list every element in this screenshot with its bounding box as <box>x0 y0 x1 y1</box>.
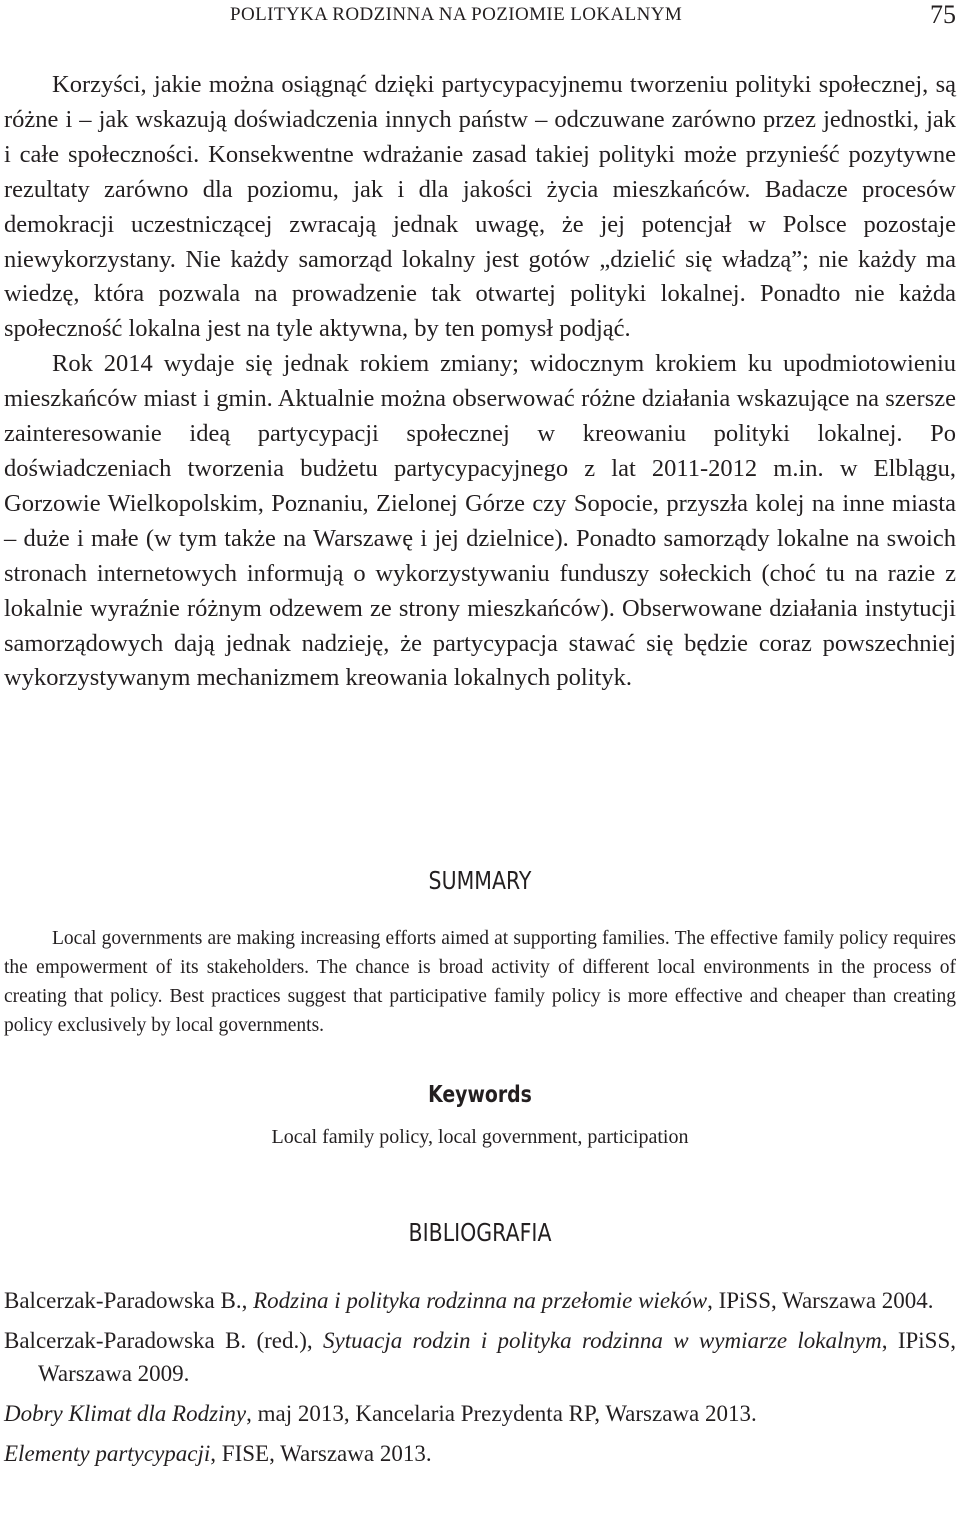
entry-title: Sytuacja rodzin i polityka rodzinna w wymiarze lokalnym <box>323 1328 882 1353</box>
entry-publication: , IPiSS, Warszawa 2004. <box>707 1288 934 1313</box>
summary-text: Local governments are making increasing efforts aimed at supporting families. The effective family policy requires the empowerment of its stakeholders. The chance is broad activity of different local environments in the process of creating that policy. Best practices suggest that participative family policy is more effective and cheaper than creating policy exclusively by local governments. <box>4 928 956 1036</box>
entry-title: Rodzina i polityka rodzinna na przełomie wieków <box>253 1288 708 1313</box>
entry-author: Balcerzak-Paradowska B., <box>4 1288 254 1313</box>
keywords-text: Local family policy, local government, participation <box>271 1126 689 1148</box>
entry-author: Balcerzak-Paradowska B. (red.), <box>4 1328 324 1353</box>
summary-heading: SUMMARY <box>428 866 532 895</box>
page-number: 75 <box>930 0 956 29</box>
bibliography-entry <box>4 1284 956 1317</box>
bibliography-list <box>4 1284 956 1477</box>
entry-title: Elementy partycypacji <box>4 1441 211 1466</box>
entry-publication: , FISE, Warszawa 2013. <box>210 1441 432 1466</box>
bibliography-entry <box>4 1437 956 1470</box>
page-header <box>0 0 960 40</box>
entry-publication: , IPiSS, Warszawa 2009. <box>38 1328 956 1386</box>
body-paragraph-1: Korzyści, jakie można osiągnąć dzięki partycypacyjnemu tworzeniu polityki społecznej, są różne i – jak wskazują doświadczenia innych państw – odczuwane zarówno przez jednostki, jak i całe społeczności. Konsekwentne wdrażanie zasad takiej polityki może przynieść pozytywne rezultaty zarówno dla poziomu, jak i dla jakości życia mieszkańców. Badacze procesów demokracji uczestniczącej zwracają jednak uwagę, że jej potencjał w Polsce pozostaje niewykorzystany. Nie każdy samorząd lokalny jest gotów „dzielić się władzą”; nie każdy ma wiedzę, która pozwala na prowadzenie tak otwartej polityki lokalnej. Ponadto nie każda społeczność lokalna jest na tyle aktywna, by ten pomysł podjąć. <box>4 71 956 343</box>
running-head: POLITYKA RODZINNA NA POZIOMIE LOKALNYM <box>230 4 683 25</box>
entry-title: Dobry Klimat dla Rodziny <box>4 1401 247 1426</box>
body-paragraph-2: Rok 2014 wydaje się jednak rokiem zmiany; widocznym krokiem ku upodmiotowieniu mieszkańców miast i gmin. Aktualnie można obserwować różne działania wskazujące na szersze zainteresowanie ideą partycypacji społecznej w kreowaniu polityki lokalnej. Po doświadczeniach tworzenia budżetu partycypacyjnego z lat 2011-2012 m.in. w Elblągu, Gorzowie Wielkopolskim, Poznaniu, Zielonej Górze czy Sopocie, przyszła kolej na inne miasta – duże i małe (w tym także na Warszawę i jej dzielnice). Ponadto samorządy lokalne na swoich stronach internetowych informują o wykorzystywaniu funduszy sołeckich (choć tu na razie z lokalnie wyraźnie różnym odzewem ze strony mieszkańców). Obserwowane działania instytucji samorządowych dają jednak nadzieję, że partycypacja stawać się będzie coraz powszechniej wykorzystywanym mechanizmem kreowania lokalnych polityk. <box>4 350 956 692</box>
entry-publication: , maj 2013, Kancelaria Prezydenta RP, Warszawa 2013. <box>246 1401 757 1426</box>
body-text <box>4 68 956 696</box>
bibliography-entry <box>4 1324 956 1390</box>
bibliography-heading: BIBLIOGRAFIA <box>408 1218 552 1247</box>
keywords-heading: Keywords <box>428 1082 532 1108</box>
bibliography-entry <box>4 1397 956 1430</box>
